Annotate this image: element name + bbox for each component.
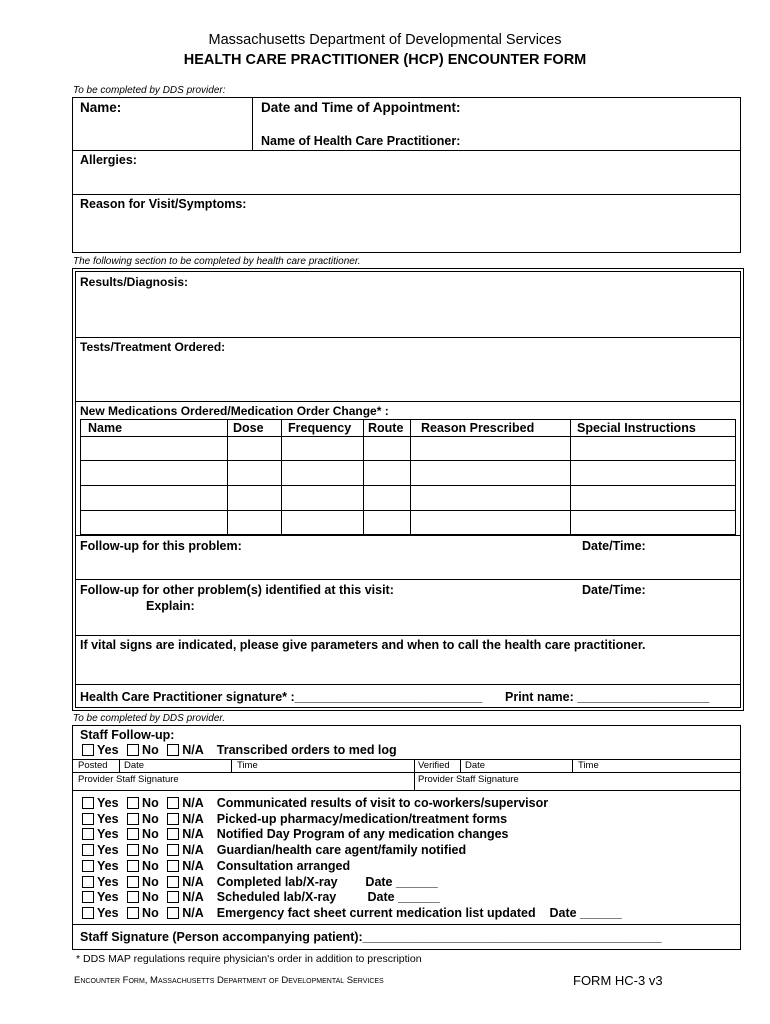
no-label: No xyxy=(142,743,159,757)
no-label: No xyxy=(142,843,159,857)
footnote: * DDS MAP regulations require physician's order in addition to prescription xyxy=(76,953,422,965)
transcribed-row xyxy=(82,743,397,759)
yes-label: Yes xyxy=(97,796,119,810)
no-checkbox[interactable] xyxy=(127,797,139,809)
checklist-item xyxy=(82,843,466,859)
na-label: N/A xyxy=(182,812,204,826)
transcribed-label: Transcribed orders to med log xyxy=(216,743,397,757)
no-checkbox[interactable] xyxy=(127,860,139,872)
na-label: N/A xyxy=(182,906,204,920)
no-checkbox[interactable] xyxy=(127,891,139,903)
followup-label: Follow-up for this problem: xyxy=(80,539,242,553)
col-frequency: Frequency xyxy=(288,421,352,435)
yes-label: Yes xyxy=(97,890,119,904)
na-checkbox[interactable] xyxy=(167,876,179,888)
yes-label: Yes xyxy=(97,859,119,873)
yes-checkbox[interactable] xyxy=(82,876,94,888)
checklist-label: Scheduled lab/X-ray Date ______ xyxy=(216,890,440,904)
checklist-label: Consultation arranged xyxy=(216,859,351,873)
na-checkbox[interactable] xyxy=(167,828,179,840)
results-label: Results/Diagnosis: xyxy=(80,275,189,289)
yes-checkbox[interactable] xyxy=(82,860,94,872)
hcp-name-label: Name of Health Care Practitioner: xyxy=(261,134,461,148)
posted-time-label: Time xyxy=(237,760,258,771)
staff-followup-label: Staff Follow-up: xyxy=(80,728,175,742)
checklist-label: Emergency fact sheet current medication list updated Date ______ xyxy=(216,906,622,920)
checklist-item xyxy=(82,812,507,828)
na-label: N/A xyxy=(182,796,204,810)
na-checkbox[interactable] xyxy=(167,891,179,903)
medications-label: New Medications Ordered/Medication Order Change* : xyxy=(80,404,389,418)
staff-signature-label: Staff Signature (Person accompanying patient):___________________________________________ xyxy=(80,930,662,944)
na-checkbox[interactable] xyxy=(167,797,179,809)
checklist-item xyxy=(82,906,622,922)
no-checkbox[interactable] xyxy=(127,744,139,756)
col-instructions: Special Instructions xyxy=(577,421,696,435)
appointment-label: Date and Time of Appointment: xyxy=(261,100,461,115)
na-checkbox[interactable] xyxy=(167,844,179,856)
yes-checkbox[interactable] xyxy=(82,828,94,840)
checklist-item xyxy=(82,796,548,812)
yes-checkbox[interactable] xyxy=(82,744,94,756)
yes-label: Yes xyxy=(97,743,119,757)
checklist-label: Guardian/health care agent/family notified xyxy=(216,843,467,857)
no-label: No xyxy=(142,796,159,810)
checklist-label: Notified Day Program of any medication changes xyxy=(216,827,509,841)
yes-label: Yes xyxy=(97,812,119,826)
followup-other-label: Follow-up for other problem(s) identified at this visit: xyxy=(80,583,394,597)
checklist-label: Completed lab/X-ray Date ______ xyxy=(216,875,438,889)
na-label: N/A xyxy=(182,875,204,889)
na-label: N/A xyxy=(182,827,204,841)
na-label: N/A xyxy=(182,890,204,904)
yes-label: Yes xyxy=(97,843,119,857)
form-number: FORM HC-3 v3 xyxy=(573,973,663,988)
verified-time-label: Time xyxy=(578,760,599,771)
posted-label: Posted xyxy=(78,760,108,771)
reason-label: Reason for Visit/Symptoms: xyxy=(80,197,247,211)
na-label: N/A xyxy=(182,743,204,757)
checklist-item xyxy=(82,859,350,875)
col-name: Name xyxy=(88,421,123,435)
followup-other-date-label: Date/Time: xyxy=(582,583,646,597)
na-label: N/A xyxy=(182,859,204,873)
provider-section xyxy=(72,97,741,253)
tests-label: Tests/Treatment Ordered: xyxy=(80,340,226,354)
form-title: HEALTH CARE PRACTITIONER (HCP) ENCOUNTER FORM xyxy=(183,52,587,68)
footer-left: Encounter Form, Massachusetts Department of Developmental Services xyxy=(74,975,384,986)
verified-date-label: Date xyxy=(465,760,486,771)
hcp-signature-label: Health Care Practitioner signature* :___________________________ xyxy=(80,690,483,704)
no-label: No xyxy=(142,827,159,841)
yes-checkbox[interactable] xyxy=(82,797,94,809)
yes-label: Yes xyxy=(97,906,119,920)
yes-label: Yes xyxy=(97,875,119,889)
vitals-label: If vital signs are indicated, please give parameters and when to call the health care practitioner. xyxy=(80,638,646,652)
followup-date-label: Date/Time: xyxy=(582,539,646,553)
no-checkbox[interactable] xyxy=(127,876,139,888)
checklist-item xyxy=(82,890,440,906)
no-checkbox[interactable] xyxy=(127,813,139,825)
na-checkbox[interactable] xyxy=(167,907,179,919)
yes-checkbox[interactable] xyxy=(82,844,94,856)
na-label: N/A xyxy=(182,843,204,857)
yes-checkbox[interactable] xyxy=(82,891,94,903)
checklist-item xyxy=(82,827,509,843)
no-checkbox[interactable] xyxy=(127,844,139,856)
explain-label: Explain: xyxy=(146,599,195,613)
no-checkbox[interactable] xyxy=(127,828,139,840)
name-label: Name: xyxy=(80,100,122,115)
no-label: No xyxy=(142,906,159,920)
agency-name: Massachusetts Department of Developmental Services xyxy=(208,32,562,48)
no-label: No xyxy=(142,812,159,826)
provider-note-2: To be completed by DDS provider. xyxy=(73,713,226,724)
allergies-label: Allergies: xyxy=(80,153,137,167)
no-label: No xyxy=(142,859,159,873)
na-checkbox[interactable] xyxy=(167,744,179,756)
verified-label: Verified xyxy=(418,760,450,771)
posted-date-label: Date xyxy=(124,760,145,771)
checklist-item xyxy=(82,875,438,891)
na-checkbox[interactable] xyxy=(167,813,179,825)
no-checkbox[interactable] xyxy=(127,907,139,919)
no-label: No xyxy=(142,890,159,904)
yes-label: Yes xyxy=(97,827,119,841)
print-name-label: Print name: ___________________ xyxy=(505,690,710,704)
verified-signature-label: Provider Staff Signature xyxy=(418,774,519,785)
provider-signature-label: Provider Staff Signature xyxy=(78,774,179,785)
hcp-note: The following section to be completed by health care practitioner. xyxy=(73,256,361,267)
checklist-label: Picked-up pharmacy/medication/treatment forms xyxy=(216,812,508,826)
col-reason: Reason Prescribed xyxy=(421,421,535,435)
yes-checkbox[interactable] xyxy=(82,813,94,825)
provider-note: To be completed by DDS provider: xyxy=(73,85,226,96)
na-checkbox[interactable] xyxy=(167,860,179,872)
yes-checkbox[interactable] xyxy=(82,907,94,919)
no-label: No xyxy=(142,875,159,889)
col-dose: Dose xyxy=(233,421,264,435)
checklist-label: Communicated results of visit to co-workers/supervisor xyxy=(216,796,549,810)
col-route: Route xyxy=(368,421,404,435)
